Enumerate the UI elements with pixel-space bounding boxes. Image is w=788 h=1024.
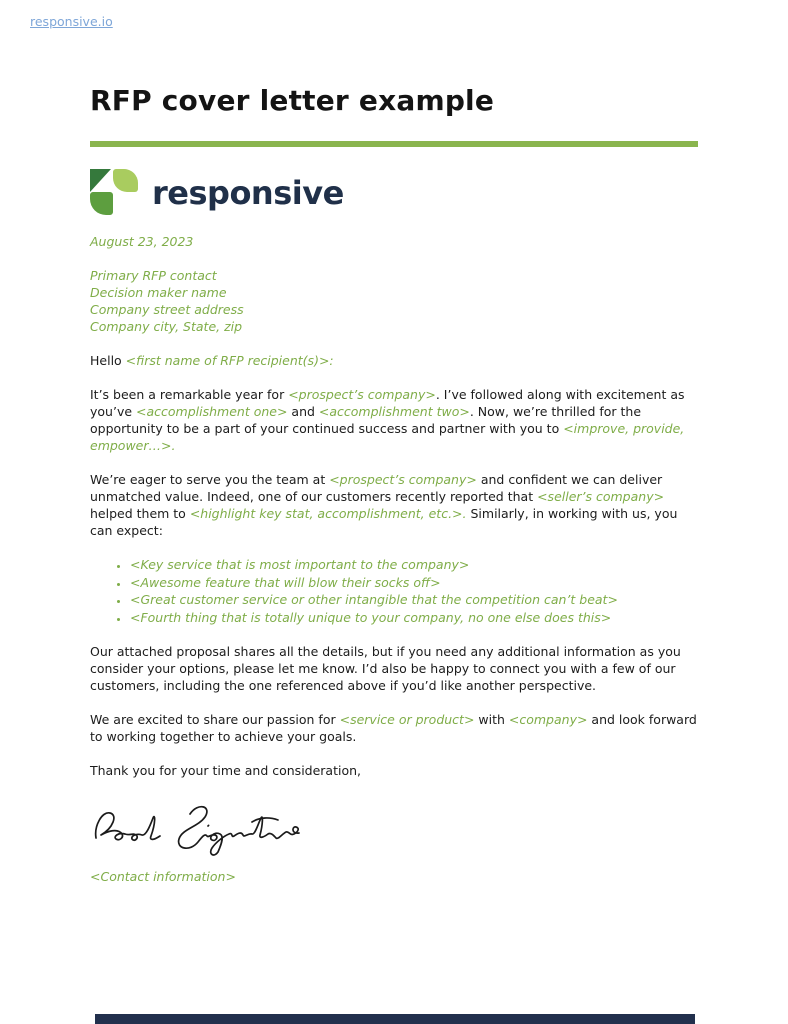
logo-petal-dark (90, 169, 111, 192)
text-run: and look forward to working together to achieve your goals. (90, 712, 697, 744)
placeholder-text: <seller’s company> (537, 489, 665, 504)
list-item: • <Fourth thing that is totally unique to your company, no one else does this> (130, 609, 698, 627)
paragraph-excited (90, 711, 698, 745)
signature-word-real (96, 813, 160, 840)
placeholder-text: <prospect’s company> (329, 472, 477, 487)
signature-t-crossbar (252, 818, 278, 822)
text-run: and confident we can deliver unmatched value. Indeed, one of our customers recently reported that (90, 472, 663, 504)
text-run: We are excited to share our passion for (90, 712, 340, 727)
text-run: with (474, 712, 509, 727)
list-item: • <Awesome feature that will blow their socks off> (130, 574, 698, 592)
closing-line: Thank you for your time and consideration, (90, 763, 362, 778)
placeholder-text: <improve, provide, empower…>. (90, 421, 685, 453)
paragraph-proposal: Our attached proposal shares all the details, but if you need any additional information as you consider your options, please let me know. I’d also be happy to connect you with a few of our customers, including the one referenced above if you’d like another perspective. (90, 644, 681, 693)
site-link[interactable]: responsive.io (30, 14, 113, 29)
text-run: helped them to (90, 506, 190, 521)
title-divider (90, 141, 698, 147)
placeholder-text: <first name of RFP recipient(s)>: (125, 353, 334, 368)
page-title: RFP cover letter example (90, 84, 495, 117)
placeholder-text: <highlight key stat, accomplishment, etc.>. (189, 506, 467, 521)
logo-wordmark: responsive (152, 173, 344, 212)
letter-body (90, 0, 698, 885)
footer-bar (95, 1014, 695, 1024)
placeholder-text: <accomplishment two> (318, 404, 470, 419)
greeting-line (90, 352, 698, 369)
text-run: It’s been a remarkable year for (90, 387, 289, 402)
responsive-logo (90, 167, 698, 219)
address-block (90, 267, 698, 335)
responsive-logo-icon (90, 169, 138, 217)
address-line: Company city, State, zip (90, 319, 243, 334)
list-item: • <Great customer service or other intangible that the competition can’t beat> (130, 591, 698, 609)
logo-petal-mid (90, 192, 113, 215)
text-run: We’re eager to serve you the team at (90, 472, 330, 487)
list-item: • <Key service that is most important to the company> (130, 556, 698, 574)
placeholder-text: <company> (508, 712, 588, 727)
letter-date: August 23, 2023 (90, 234, 194, 249)
contact-info: <Contact information> (90, 869, 236, 884)
signature-word-signature (179, 807, 299, 855)
paragraph-intro (90, 386, 698, 454)
paragraph-value (90, 471, 698, 539)
text-run: . I’ve followed along with excitement as you’ve (90, 387, 685, 419)
signature-i-dot (208, 825, 209, 826)
text-run: and (287, 404, 319, 419)
text-run: Similarly, in working with us, you can expect: (90, 506, 678, 538)
expectations-list (90, 556, 698, 626)
placeholder-text: <prospect’s company> (288, 387, 436, 402)
address-line: Primary RFP contact (90, 268, 217, 283)
text-run: . Now, we’re thrilled for the opportunity to be a part of your continued success and partner with you to (90, 404, 642, 436)
address-line: Decision maker name (90, 285, 227, 300)
signature-image (90, 796, 698, 858)
text-run: Hello (90, 353, 126, 368)
placeholder-text: <service or product> (339, 712, 475, 727)
address-line: Company street address (90, 302, 244, 317)
logo-petal-light (113, 169, 138, 192)
placeholder-text: <accomplishment one> (136, 404, 288, 419)
